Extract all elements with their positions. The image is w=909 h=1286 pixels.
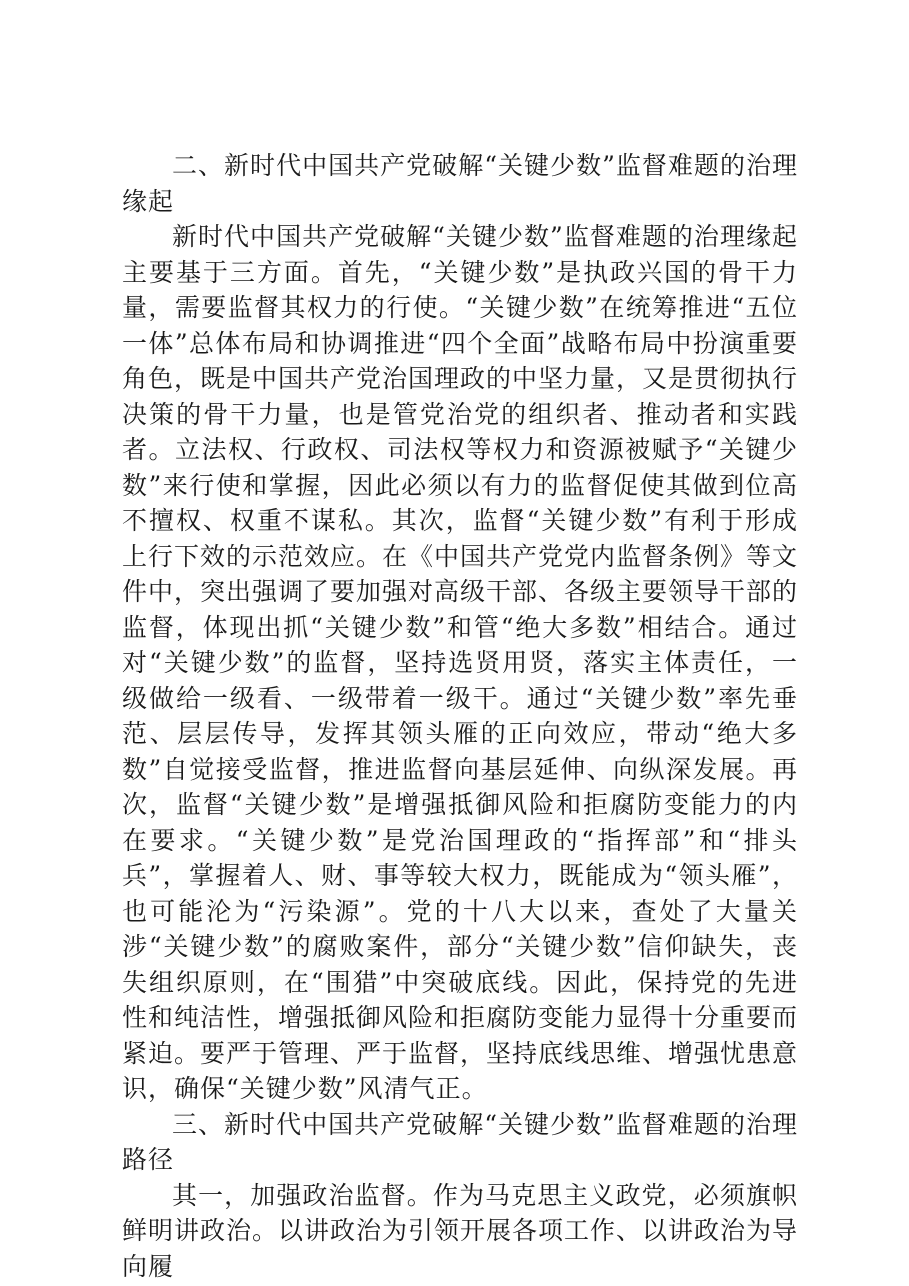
paragraph-path: 其一，加强政治监督。作为马克思主义政党，必须旗帜鲜明讲政治。以讲政治为引领开展各项工作、以讲政治为导向履 <box>122 1180 799 1281</box>
section-heading-origin: 二、新时代中国共产党破解“关键少数”监督难题的治理缘起 <box>122 151 798 216</box>
document-body <box>122 148 798 1284</box>
paragraph-origin: 新时代中国共产党破解“关键少数”监督难题的治理缘起主要基于三方面。首先，“关键少数”是执政兴国的骨干力量，需要监督其权力的行使。“关键少数”在统筹推进“五位一体”总体布局和协调推进“四个全面”战略布局中扮演重要角色，既是中国共产党治国理政的中坚力量，又是贯彻执行决策的骨干力量，也是管党治党的组织者、推动者和实践者。立法权、行政权、司法权等权力和资源被赋予“关键少数”来行使和掌握，因此必须以有力的监督促使其做到位高不擅权、权重不谋私。其次，监督“关键少数”有利于形成上行下效的示范效应。在《中国共产党党内监督条例》等文件中，突出强调了要加强对高级干部、各级主要领导干部的监督，体现出抓“关键少数”和管“绝大多数”相结合。通过对“关键少数”的监督，坚持选贤用贤，落实主体责任，一级做给一级看、一级带着一级干。通过“关键少数”率先垂范、层层传导，发挥其领头雁的正向效应，带动“绝大多数”自觉接受监督，推进监督向基层延伸、向纵深发展。再次，监督“关键少数”是增强抵御风险和拒腐防变能力的内在要求。“关键少数”是党治国理政的“指挥部”和“排头兵”，掌握着人、财、事等较大权力，既能成为“领头雁”，也可能沦为“污染源”。党的十八大以来，查处了大量关涉“关键少数”的腐败案件，部分“关键少数”信仰缺失，丧失组织原则，在“围猎”中突破底线。因此，保持党的先进性和纯洁性，增强抵御风险和拒腐防变能力显得十分重要而紧迫。要严于管理、严于监督，坚持底线思维、增强忧患意识，确保“关键少数”风清气正。 <box>122 222 799 1103</box>
section-heading-path: 三、新时代中国共产党破解“关键少数”监督难题的治理路径 <box>122 1109 798 1174</box>
